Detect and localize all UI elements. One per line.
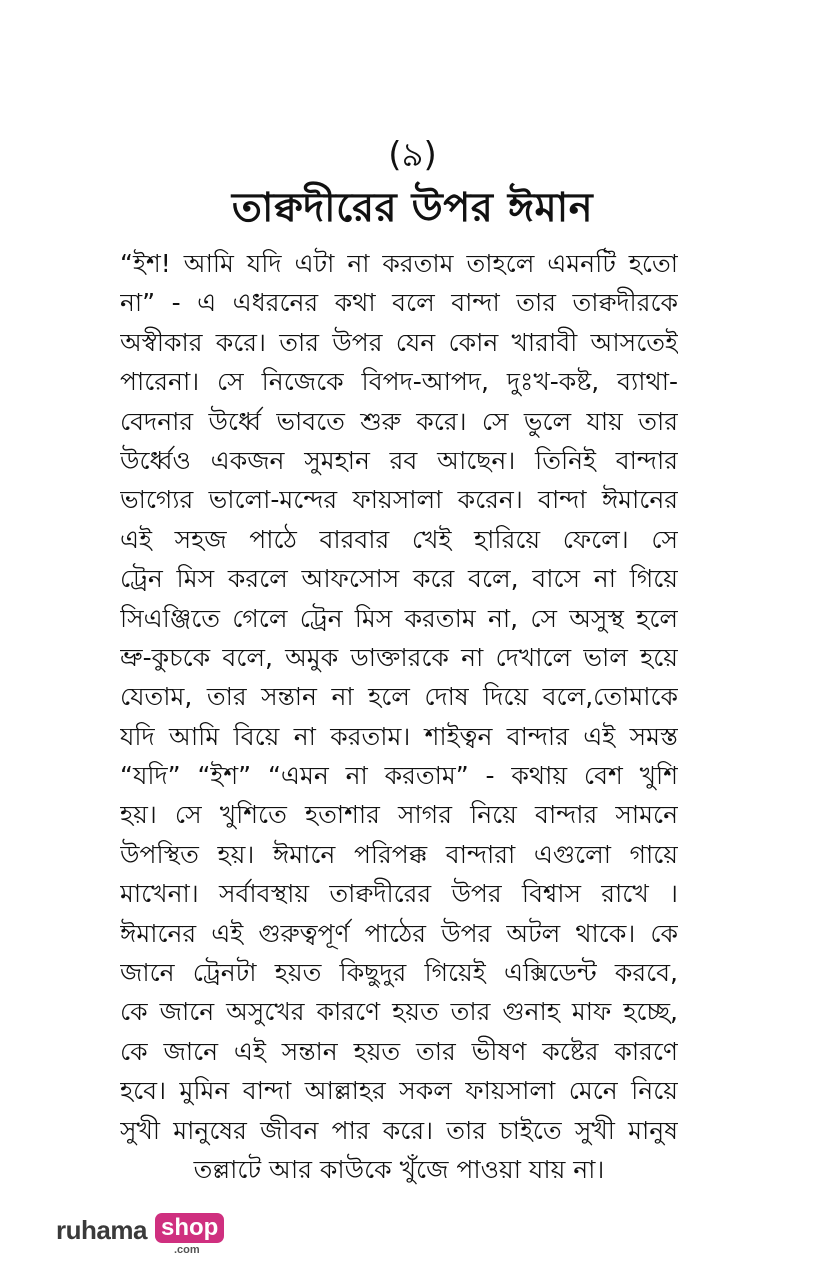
logo-domain-text: .com [174, 1244, 200, 1256]
body-line: যেতাম, তার সন্তান না হলে দোষ দিয়ে বলে,তোমাকে [120, 682, 678, 712]
chapter-title: তাক্বদীরের উপর ঈমান [231, 185, 594, 231]
body-line: কে জানে এই সন্তান হয়ত তার ভীষণ কষ্টের কারণে [120, 1036, 678, 1066]
body-line: সিএঞ্জিতে গেলে ট্রেন মিস করতাম না, সে অসুস্থ হলে [120, 603, 678, 633]
chapter-number: (৯) [388, 135, 437, 175]
body-line: না” - এ এধরনের কথা বলে বান্দা তার তাক্বদীরকে [120, 288, 678, 318]
logo-brand-text: ruhama [56, 1215, 147, 1245]
body-line-last: তল্লাটে আর কাউকে খুঁজে পাওয়া যায় না। [193, 1154, 605, 1184]
body-line: যদি আমি বিয়ে না করতাম। শাইত্বন বান্দার এই সমস্ত [120, 721, 678, 751]
body-line: কে জানে অসুখের কারণে হয়ত তার গুনাহ মাফ হচ্ছে, [120, 997, 678, 1027]
body-line: হয়। সে খুশিতে হতাশার সাগর নিয়ে বান্দার সামনে [120, 800, 678, 830]
body-line: অস্বীকার করে। তার উপর যেন কোন খারাবী আসতেই [120, 327, 678, 357]
body-line: উর্ধ্বেও একজন সুমহান রব আছেন। তিনিই বান্দার [120, 445, 678, 475]
logo-shop-badge: shop [155, 1213, 224, 1243]
body-line: “যদি” “ইশ” “এমন না করতাম” - কথায় বেশ খুশি [120, 761, 678, 791]
body-line: “ইশ! আমি যদি এটা না করতাম তাহলে এমনটি হতো [120, 249, 678, 278]
body-line: ট্রেন মিস করলে আফসোস করে বলে, বাসে না গিয়ে [120, 564, 678, 594]
body-text [120, 244, 678, 1189]
body-line: মাখেনা। সর্বাবস্থায় তাক্বদীরের উপর বিশ্বাস রাখে । [120, 879, 678, 909]
body-line: সুখী মানুষের জীবন পার করে। তার চাইতে সুখী মানুষ [120, 1115, 678, 1145]
body-line: পারেনা। সে নিজেকে বিপদ-আপদ, দুঃখ-কষ্ট, ব্যাথা- [120, 367, 678, 397]
body-line: বেদনার উর্ধ্বে ভাবতে শুরু করে। সে ভুলে যায় তার [120, 406, 678, 436]
body-line: উপস্থিত হয়। ঈমানে পরিপক্ক বান্দারা এগুলো গায়ে [120, 839, 678, 869]
ruhamashop-logo [56, 1209, 226, 1259]
body-line: জানে ট্রেনটা হয়ত কিছুদুর গিয়েই এক্সিডেন্ট করবে, [120, 958, 678, 988]
body-line: হবে। মুমিন বান্দা আল্লাহর সকল ফায়সালা মেনে নিয়ে [120, 1076, 678, 1106]
body-line: ভাগ্যের ভালো-মন্দের ফায়সালা করেন। বান্দা ঈমানের [120, 485, 678, 515]
body-line: ঈমানের এই গুরুত্বপূর্ণ পাঠের উপর অটল থাকে। কে [120, 918, 678, 948]
body-line: এই সহজ পাঠে বারবার খেই হারিয়ে ফেলে। সে [120, 524, 678, 554]
body-line: ভ্রু-কুচকে বলে, অমুক ডাক্তারকে না দেখালে ভাল হয়ে [120, 642, 678, 672]
